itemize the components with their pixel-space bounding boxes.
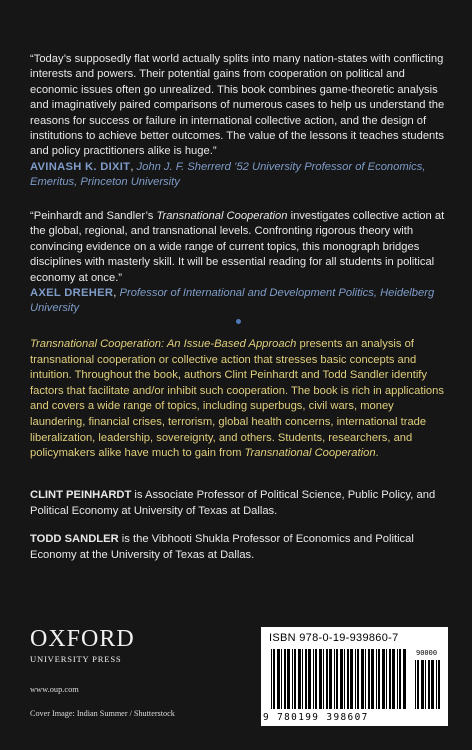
book-description: Transnational Cooperation: An Issue-Based Approach presents an analysis of transnational cooperation or collective action that stresses basic concepts and intuition. Throughout the book, authors Clint Peinhardt and Todd Sandler identify factors that facilitate and/or inhibit such cooperation. The book is rich in applications and covers a wide range of topics, including superbugs, civil wars, money laundering, financial crises, terrorism, global health concerns, international trade liberalization, leadership, sovereignty, and others. Students, researchers, and policymakers alike have much to gain from Transnational Cooperation. xyxy=(30,338,444,460)
author-bio-text: is Associate Professor of Political Science, Public Policy, and Political Economy at University of Texas at Dallas. xyxy=(30,489,436,517)
barcode-bar xyxy=(378,649,380,709)
barcode-bar xyxy=(305,649,307,709)
publisher-url: www.oup.com xyxy=(30,685,79,694)
barcode-bar xyxy=(436,660,437,709)
barcode-bar xyxy=(415,660,416,709)
barcode-bar xyxy=(302,649,303,709)
barcode-bar xyxy=(347,649,349,709)
description-body: presents an analysis of transnational cooperation or collective action that stresses basic concepts and intuition. Throughout the book, authors Clint Peinhardt and Todd Sandler identify factors that facilitate and/or inhibit such cooperation. The book is rich in applications and covers a wide range of topics, including superbugs, civil wars, money laundering, financial crises, terrorism, global health concerns, international trade liberalization, leadership, sovereignty, and others. Students, researchers, and policymakers alike have much to gain from xyxy=(30,338,444,460)
barcode-bar xyxy=(319,649,322,709)
author-name: CLINT PEINHARDT xyxy=(30,489,132,501)
barcode-bar xyxy=(294,649,296,709)
barcode-bar xyxy=(308,649,311,709)
author-bio-peinhardt xyxy=(30,488,450,519)
cover-credit: Cover Image: Indian Summer / Shutterstock xyxy=(30,709,175,718)
barcode-bar xyxy=(313,649,314,709)
barcode-bar xyxy=(329,649,332,709)
endorser-role: John J. F. Sherrerd ’52 University Professor of Economics, Emeritus, Princeton University xyxy=(30,160,426,189)
barcode-bar xyxy=(277,649,280,709)
author-bio-text: is the Vibhooti Shukla Professor of Economics and Political Economy at the University of Texas at Dallas. xyxy=(30,533,414,561)
barcode-bar xyxy=(376,649,377,709)
barcode-bar xyxy=(397,649,398,709)
separator-dot xyxy=(236,319,241,324)
barcode-bar xyxy=(399,649,401,709)
publisher-logo xyxy=(30,627,135,664)
barcode-bar xyxy=(281,649,282,709)
isbn-label: ISBN 978-0-19-939860-7 xyxy=(269,632,399,644)
barcode-bar xyxy=(392,649,395,709)
barcode-bar xyxy=(382,649,385,709)
description-title: Transnational Cooperation: An Issue-Based Approach xyxy=(30,338,297,350)
barcode-bar xyxy=(298,649,301,709)
endorser-role: Professor of International and Development Politics, Heidelberg University xyxy=(30,287,435,315)
endorsement-dixit: “Today’s supposedly flat world actually splits into many nation-states with conflicting interests and powers. Their potential gains from cooperation on political and economic issues often go unrealized. This book combines game-theoretic analysis and imaginatively paired comparisons of numerous cases to help us understand the reasons for success or failure in international collective action, and the design of institutions to achieve better outcomes. The value of the lessons it teaches students and policy practitioners alike is huge.” AVINASH K. DIXIT, John J. F. Sherrerd ’52 University Professor of Economics, Emeritus, Princeton University xyxy=(30,52,448,191)
barcode-bar xyxy=(336,649,338,709)
barcode-bar xyxy=(344,649,345,709)
barcode-bar xyxy=(326,649,328,709)
endorser-name: AVINASH K. DIXIT xyxy=(30,160,131,173)
barcode-bar xyxy=(361,649,364,709)
endorsement-dreher: “Peinhardt and Sandler’s Transnational Cooperation investigates collective action at the global, regional, and transnational levels. Confronting rigorous theory with convincing evidence on a wide range of current topics, this monograph bridges disciplines with masterly skill. It will be essential reading for all students in political economy at once.” AXEL DREHER, Professor of International and Development Politics, Heidelberg University xyxy=(30,209,448,317)
barcode-bar xyxy=(425,660,426,709)
barcode-bar xyxy=(403,649,406,709)
barcode-bar xyxy=(438,660,440,709)
endorser-name: AXEL DREHER xyxy=(30,287,114,300)
barcode-bar xyxy=(271,649,272,709)
barcode-bar xyxy=(355,649,356,709)
barcode-bar xyxy=(323,649,324,709)
barcode-bar xyxy=(357,649,359,709)
barcode-bar xyxy=(273,649,275,709)
barcode-bar xyxy=(315,649,317,709)
barcode-bar xyxy=(368,649,370,709)
isbn-barcode xyxy=(261,627,448,726)
barcode-bar xyxy=(287,649,290,709)
barcode-bar xyxy=(292,649,293,709)
barcode-bar xyxy=(428,660,430,709)
description-closing-title: Transnational Cooperation xyxy=(244,447,376,460)
author-bio-sandler xyxy=(30,532,450,563)
barcode-bar xyxy=(334,649,335,709)
barcode-addon-digits: 90000 xyxy=(416,649,438,657)
barcode-bar xyxy=(340,649,343,709)
publisher-name: OXFORD xyxy=(30,626,135,652)
barcode-bar xyxy=(421,660,424,709)
publisher-subline: UNIVERSITY PRESS xyxy=(30,654,122,664)
barcode-bar xyxy=(389,649,391,709)
book-title-italic: Transnational Cooperation xyxy=(156,210,288,222)
endorsement-quote: “Today’s supposedly flat world actually splits into many nation-states with conflicting interests and powers. Their potential gains from cooperation on political and economic issues often go unrealized. This book combines game-theoretic analysis and imaginatively paired comparisons of numerous cases to help us understand the reasons for success or failure in international collective action, and the design of institutions to achieve better outcomes. The value of the lessons it teaches students and policy practitioners alike is huge.” xyxy=(30,53,445,158)
barcode-digits: 9 780199 398607 xyxy=(263,712,369,723)
barcode-bar xyxy=(431,660,434,709)
barcode-bar xyxy=(371,649,374,709)
barcode-bar xyxy=(417,660,419,709)
barcode-bars xyxy=(269,649,409,709)
barcode-bar xyxy=(284,649,286,709)
barcode-bar xyxy=(386,649,387,709)
endorsement-quote: “Peinhardt and Sandler’s Transnational Cooperation investigates collective action at the global, regional, and transnational levels. Confronting rigorous theory with convincing evidence on a wide range of current topics, this monograph bridges disciplines with masterly skill. It will be essential reading for all students in political economy at once.” xyxy=(30,210,445,284)
barcode-addon-bars xyxy=(413,660,443,709)
barcode-bar xyxy=(365,649,366,709)
author-name: TODD SANDLER xyxy=(30,533,119,545)
barcode-bar xyxy=(350,649,353,709)
